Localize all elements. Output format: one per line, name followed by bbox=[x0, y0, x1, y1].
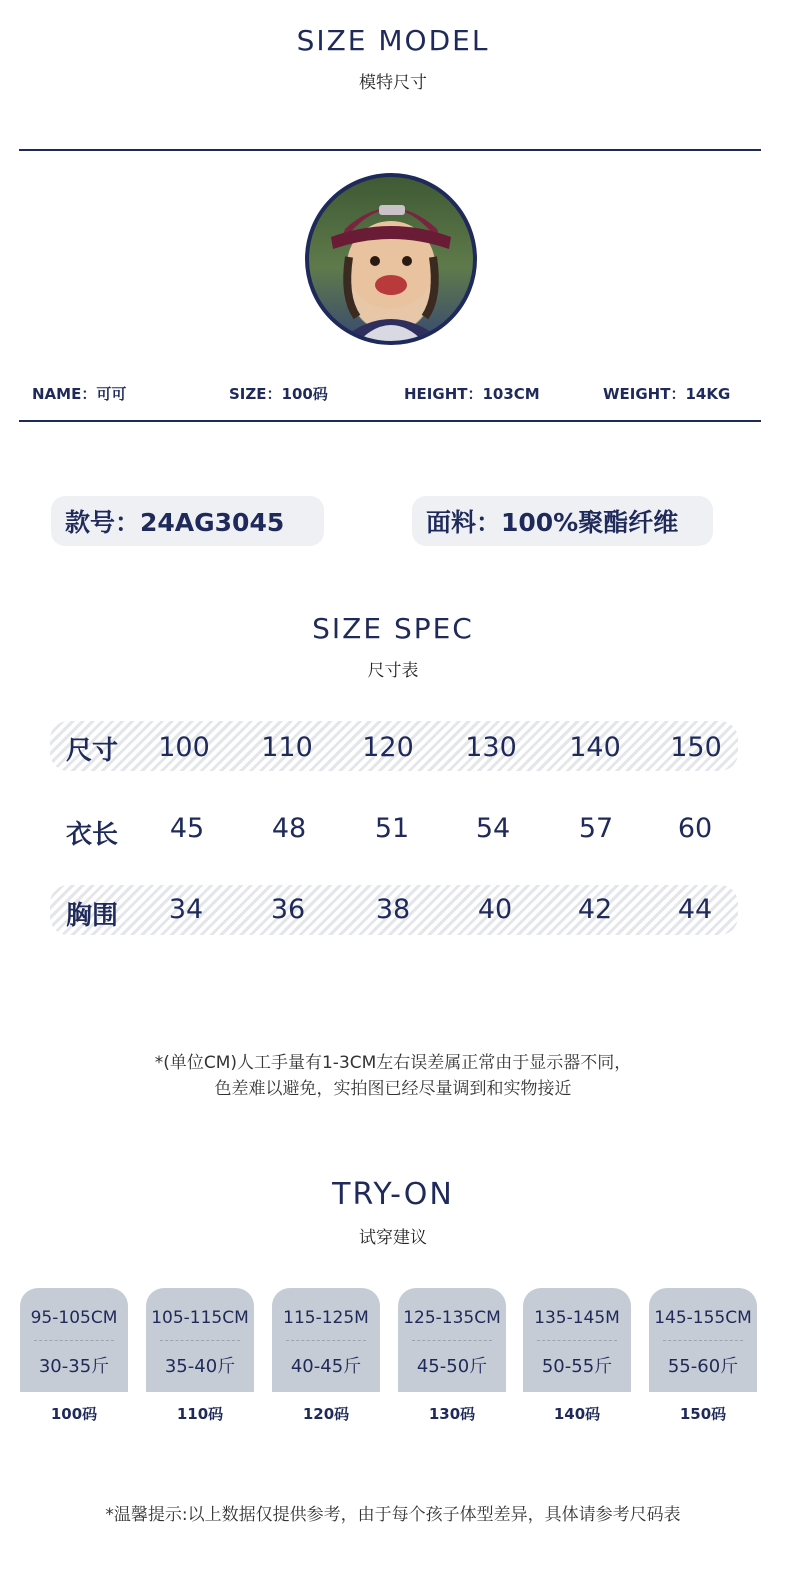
model-height: HEIGHT：103CM bbox=[404, 385, 540, 403]
size-model-subtitle: 模特尺寸 bbox=[359, 73, 427, 93]
card-divider bbox=[663, 1340, 743, 1341]
card-divider bbox=[537, 1340, 617, 1341]
divider-top bbox=[19, 149, 761, 151]
measurement-note-line1: *(单位CM)人工手量有1-3CM左右误差属正常由于显示器不同， bbox=[154, 1053, 632, 1073]
spec-row-chest bbox=[50, 885, 738, 935]
card-divider bbox=[160, 1340, 240, 1341]
size-spec-subtitle: 尺寸表 bbox=[367, 661, 419, 681]
spec-row-length bbox=[50, 803, 738, 853]
tryon-title: TRY-ON bbox=[332, 1177, 454, 1212]
measurement-note-line2: 色差难以避免，实拍图已经尽量调到和实物接近 bbox=[214, 1079, 572, 1099]
card-divider bbox=[34, 1340, 114, 1341]
child-portrait-illustration bbox=[309, 177, 473, 341]
spec-cell: 60 bbox=[677, 813, 713, 844]
footer-tip: *温馨提示:以上数据仅提供参考，由于每个孩子体型差异，具体请参考尺码表 bbox=[105, 1505, 681, 1525]
tryon-card bbox=[523, 1288, 631, 1392]
spec-cell: 34 bbox=[168, 894, 204, 925]
tryon-card bbox=[398, 1288, 506, 1392]
tryon-height: 145-155CM bbox=[654, 1308, 752, 1328]
spec-cell: 54 bbox=[475, 813, 511, 844]
spec-row-label: 胸围 bbox=[66, 901, 119, 931]
spec-cell: 38 bbox=[375, 894, 411, 925]
spec-cell: 120 bbox=[362, 732, 414, 763]
tryon-size-label: 140码 bbox=[553, 1405, 601, 1423]
tryon-weight: 50-55斤 bbox=[541, 1356, 613, 1377]
spec-cell: 140 bbox=[569, 732, 621, 763]
spec-cell: 150 bbox=[670, 732, 722, 763]
card-divider bbox=[412, 1340, 492, 1341]
spec-cell: 51 bbox=[374, 813, 410, 844]
tryon-card bbox=[20, 1288, 128, 1392]
tryon-weight: 30-35斤 bbox=[38, 1356, 110, 1377]
tryon-height: 135-145M bbox=[534, 1308, 620, 1328]
tryon-card bbox=[649, 1288, 757, 1392]
model-photo bbox=[305, 173, 477, 345]
tryon-size-label: 100码 bbox=[50, 1405, 98, 1423]
tryon-size-label: 150码 bbox=[679, 1405, 727, 1423]
style-number-badge bbox=[51, 496, 324, 546]
divider-bottom bbox=[19, 420, 761, 422]
tryon-weight: 35-40斤 bbox=[164, 1356, 236, 1377]
style-number-text: 款号：24AG3045 bbox=[65, 508, 285, 537]
tryon-size-label: 110码 bbox=[176, 1405, 224, 1423]
spec-cell: 57 bbox=[578, 813, 614, 844]
tryon-height: 95-105CM bbox=[30, 1308, 118, 1328]
spec-cell: 44 bbox=[677, 894, 713, 925]
spec-cell: 36 bbox=[270, 894, 306, 925]
fabric-text: 面料：100%聚酯纤维 bbox=[426, 508, 679, 537]
tryon-weight: 55-60斤 bbox=[667, 1356, 739, 1377]
tryon-height: 125-135CM bbox=[403, 1308, 501, 1328]
spec-cell: 40 bbox=[477, 894, 513, 925]
size-model-title: SIZE MODEL bbox=[296, 24, 490, 57]
tryon-weight: 40-45斤 bbox=[290, 1356, 362, 1377]
card-divider bbox=[286, 1340, 366, 1341]
tryon-card bbox=[272, 1288, 380, 1392]
spec-cell: 130 bbox=[465, 732, 517, 763]
spec-cell: 110 bbox=[261, 732, 313, 763]
spec-cell: 45 bbox=[169, 813, 205, 844]
spec-cell: 100 bbox=[158, 732, 210, 763]
model-weight: WEIGHT：14KG bbox=[603, 385, 731, 403]
size-spec-title: SIZE SPEC bbox=[312, 612, 474, 645]
tryon-size-label: 120码 bbox=[302, 1405, 350, 1423]
fabric-badge bbox=[412, 496, 713, 546]
model-size: SIZE：100码 bbox=[229, 385, 328, 403]
model-name: NAME：可可 bbox=[32, 385, 127, 403]
tryon-size-label: 130码 bbox=[428, 1405, 476, 1423]
spec-row-size bbox=[50, 721, 738, 771]
spec-cell: 48 bbox=[271, 813, 307, 844]
tryon-height: 105-115CM bbox=[151, 1308, 249, 1328]
tryon-height: 115-125M bbox=[283, 1308, 369, 1328]
tryon-weight: 45-50斤 bbox=[416, 1356, 488, 1377]
spec-row-label: 尺寸 bbox=[66, 736, 119, 766]
tryon-subtitle: 试穿建议 bbox=[359, 1228, 427, 1248]
tryon-card bbox=[146, 1288, 254, 1392]
spec-row-label: 衣长 bbox=[66, 820, 119, 850]
spec-cell: 42 bbox=[577, 894, 613, 925]
